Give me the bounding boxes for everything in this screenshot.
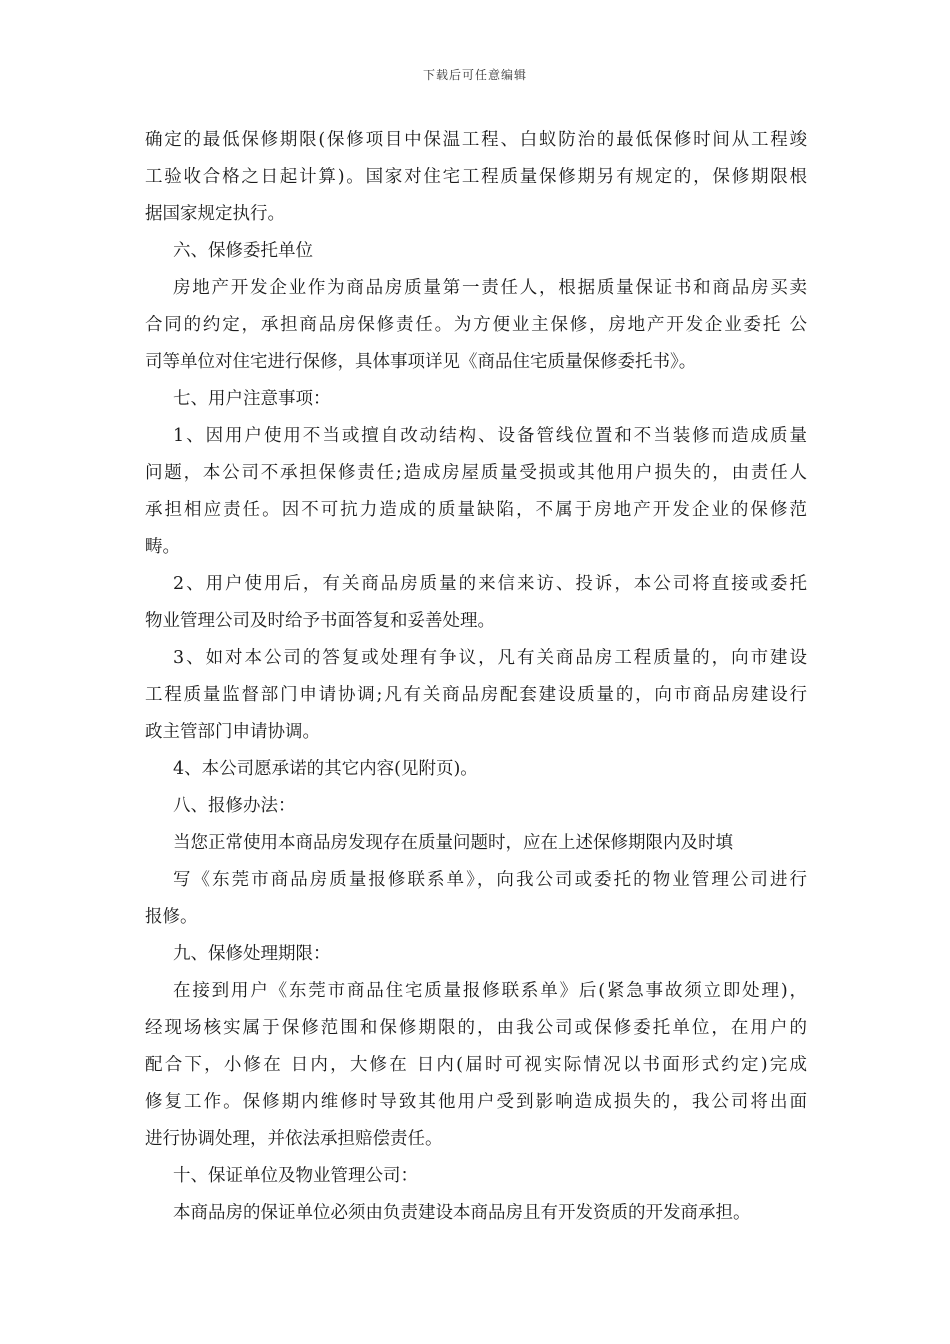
text-line: 政主管部门申请协调。 <box>145 722 320 742</box>
text-line: 工程质量监督部门申请协调;凡有关商品房配套建设质量的，向市商品房建设行 <box>145 685 807 705</box>
text-line: 据国家规定执行。 <box>145 204 285 224</box>
text-line: 八、报修办法： <box>173 796 296 816</box>
text-line: 本商品房的保证单位必须由负责建设本商品房且有开发资质的开发商承担。 <box>173 1203 751 1223</box>
text-line: 承担相应责任。因不可抗力造成的质量缺陷，不属于房地产开发企业的保修范 <box>145 500 807 520</box>
text-line: 十、保证单位及物业管理公司： <box>173 1166 418 1186</box>
text-line: 修复工作。保修期内维修时导致其他用户受到影响造成损失的，我公司将出面 <box>145 1092 807 1112</box>
text-line: 写《东莞市商品房质量报修联系单》，向我公司或委托的物业管理公司进行 <box>173 870 807 890</box>
text-line: 在接到用户《东莞市商品住宅质量报修联系单》后(紧急事故须立即处理)， <box>173 981 807 1001</box>
document-body <box>145 122 807 1232</box>
text-line: 物业管理公司及时给予书面答复和妥善处理。 <box>145 611 495 631</box>
text-line: 配合下，小修在 日内，大修在 日内(届时可视实际情况以书面形式约定)完成 <box>145 1055 807 1075</box>
text-line: 房地产开发企业作为商品房质量第一责任人，根据质量保证书和商品房买卖 <box>173 278 807 298</box>
text-line: 经现场核实属于保修范围和保修期限的，由我公司或保修委托单位，在用户的 <box>145 1018 807 1038</box>
text-line: 2、用户使用后，有关商品房质量的来信来访、投诉，本公司将直接或委托 <box>173 574 807 594</box>
text-line: 工验收合格之日起计算)。国家对住宅工程质量保修期另有规定的，保修期限根 <box>145 167 807 187</box>
text-line: 报修。 <box>145 907 198 927</box>
text-line: 司等单位对住宅进行保修，具体事项详见《商品住宅质量保修委托书》。 <box>145 352 697 372</box>
text-line: 当您正常使用本商品房发现存在质量问题时，应在上述保修期限内及时填 <box>173 833 733 853</box>
text-line: 九、保修处理期限： <box>173 944 331 964</box>
text-line: 1、因用户使用不当或擅自改动结构、设备管线位置和不当装修而造成质量 <box>173 426 807 446</box>
text-line: 3、如对本公司的答复或处理有争议，凡有关商品房工程质量的，向市建设 <box>173 648 807 668</box>
text-line: 问题，本公司不承担保修责任;造成房屋质量受损或其他用户损失的，由责任人 <box>145 463 807 483</box>
header-note: 下载后可任意编辑 <box>422 68 527 82</box>
text-line: 六、保修委托单位 <box>173 241 313 261</box>
text-line: 4、本公司愿承诺的其它内容(见附页)。 <box>173 759 478 779</box>
text-line: 进行协调处理，并依法承担赔偿责任。 <box>145 1129 443 1149</box>
text-line: 合同的约定，承担商品房保修责任。为方便业主保修，房地产开发企业委托 公 <box>145 315 807 335</box>
text-line: 七、用户注意事项： <box>173 389 331 409</box>
text-line: 畴。 <box>145 537 180 557</box>
text-line: 确定的最低保修期限(保修项目中保温工程、白蚁防治的最低保修时间从工程竣 <box>145 130 807 150</box>
